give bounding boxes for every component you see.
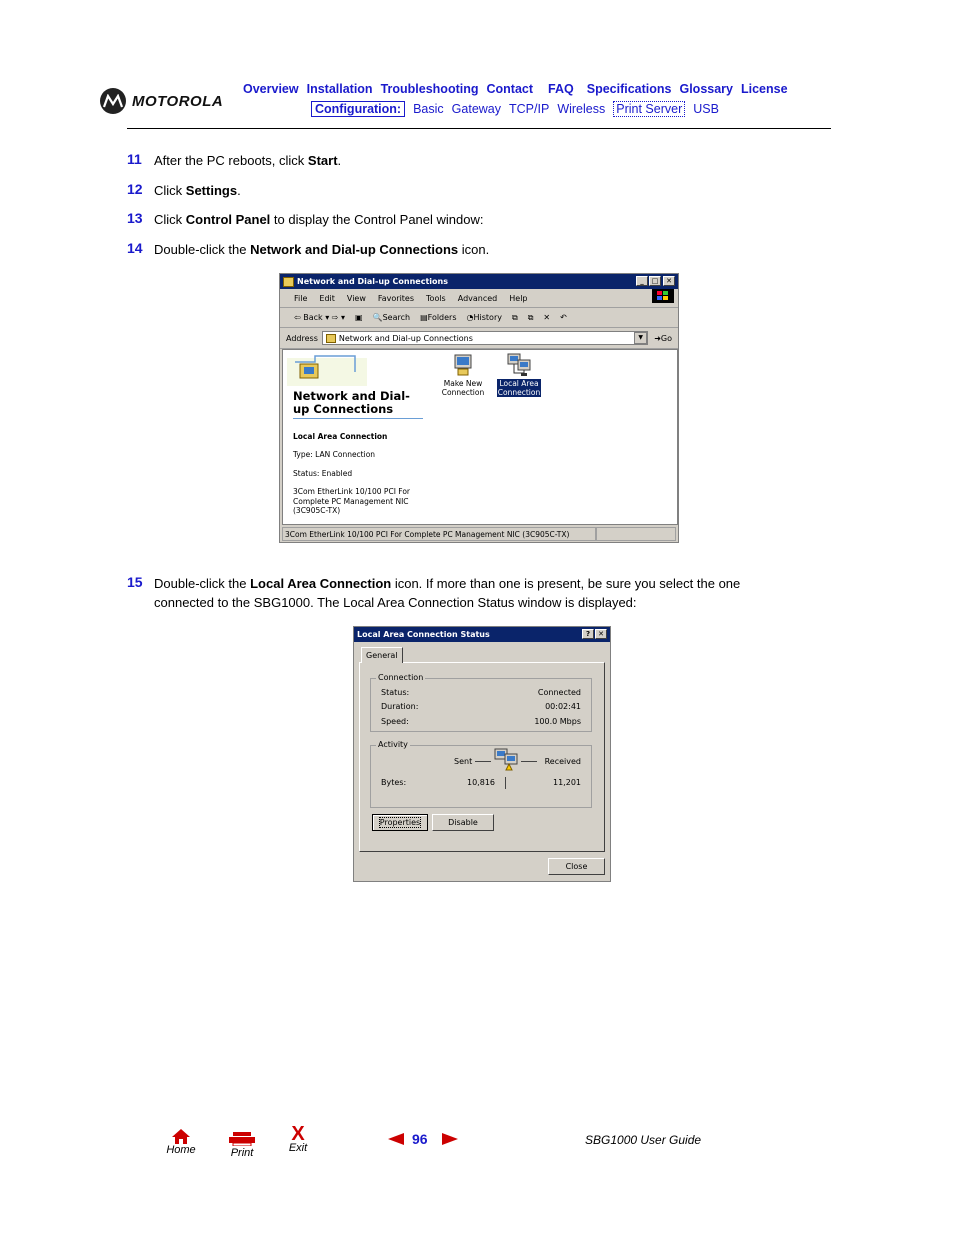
duration-value: 00:02:41 (545, 702, 581, 711)
nav-configuration[interactable]: Configuration: (311, 101, 405, 117)
group-label: Activity (378, 740, 408, 749)
step-text-part: . (337, 153, 342, 168)
icon-label-line2: Connection (441, 388, 485, 397)
step-emphasis: Settings (185, 183, 238, 198)
page-number: 96 (412, 1131, 428, 1147)
network-connections-window (279, 273, 679, 543)
step-text (154, 210, 804, 229)
nav-license[interactable]: License (741, 82, 788, 96)
dropdown-icon[interactable]: ▼ (634, 332, 647, 344)
bytes-divider (505, 777, 506, 789)
guide-title: SBG1000 User Guide (585, 1133, 702, 1147)
bytes-label: Bytes: (381, 778, 407, 787)
nic-line: (3C905C-TX) (293, 506, 341, 515)
group-label: Connection (378, 673, 424, 682)
step-emphasis: Control Panel (185, 212, 271, 227)
address-bar (280, 328, 678, 349)
step-number: 12 (127, 181, 143, 197)
window-titlebar (280, 274, 678, 289)
print-label: Print (230, 1147, 254, 1159)
nav-top (243, 82, 796, 96)
status-value: Connected (537, 688, 581, 697)
icon-label-line1: Local Area (499, 379, 539, 388)
step-text-part: icon. If more than one is present, be sure you select the one connected to the SBG1000. The Local Area Connection Status window is displayed: (154, 576, 741, 610)
step-text-part: Double-click the (154, 576, 251, 591)
bytes-sent-value: 10,816 (467, 778, 495, 787)
nav-overview[interactable]: Overview (243, 82, 299, 96)
menu-advanced[interactable]: Advanced (457, 293, 498, 303)
network-folder-icon (326, 334, 336, 343)
nav-specifications[interactable]: Specifications (586, 82, 672, 96)
make-new-connection-icon (452, 353, 474, 377)
tab-panel (359, 662, 605, 852)
menu-bar (280, 289, 678, 308)
status-label: Status: (381, 688, 410, 697)
search-label: Search (382, 313, 411, 322)
selected-name: Local Area Connection (293, 432, 388, 441)
folders-label: Folders (427, 313, 457, 322)
step-number: 15 (127, 574, 143, 590)
icon-label-line2: Connection (497, 388, 541, 397)
make-new-connection-item[interactable] (433, 353, 493, 397)
exit-icon: X (291, 1123, 305, 1145)
step-number: 14 (127, 240, 143, 256)
copy-to-icon[interactable]: ⧉ (527, 312, 534, 322)
selected-icon-label (497, 379, 541, 397)
activity-group (370, 740, 592, 808)
tool-bar (280, 308, 678, 328)
nav-installation[interactable]: Installation (306, 82, 373, 96)
folder-icon (283, 277, 294, 287)
up-folder-icon[interactable]: ▣ (355, 313, 363, 322)
step-text-part: icon. (458, 242, 490, 257)
nav-glossary[interactable]: Glossary (679, 82, 733, 96)
address-input[interactable] (322, 331, 648, 345)
step-text-part: . (237, 183, 241, 198)
step-text (154, 151, 804, 170)
address-value: Network and Dial-up Connections (338, 333, 473, 343)
go-label: Go (660, 333, 672, 343)
bytes-received-value: 11,201 (553, 778, 581, 787)
panel-title (293, 390, 410, 416)
next-page-icon[interactable] (442, 1133, 458, 1145)
step-text-part: Double-click the (154, 242, 251, 257)
close-button[interactable] (548, 858, 605, 875)
step-emphasis: Network and Dial-up Connections (250, 242, 459, 257)
duration-label: Duration: (381, 702, 419, 711)
disable-label: Disable (448, 818, 478, 827)
step-emphasis: Start (307, 153, 338, 168)
received-label: Received (544, 757, 581, 766)
tab-label: General (366, 651, 398, 660)
network-activity-icon (493, 748, 519, 772)
nav-basic[interactable]: Basic (413, 102, 444, 116)
close-icon[interactable]: ✕ (595, 629, 607, 639)
minimize-icon[interactable]: _ (636, 276, 648, 286)
step-text-part: Click (154, 212, 186, 227)
step-text (154, 181, 804, 200)
history-label: History (473, 313, 502, 322)
history-button[interactable]: ◔History (466, 313, 502, 322)
step-number: 11 (127, 151, 142, 167)
nav-contact[interactable]: Contact (486, 82, 534, 96)
back-label: Back (303, 313, 323, 322)
sent-line (475, 761, 491, 762)
header-divider (127, 128, 831, 129)
nic-line: 3Com EtherLink 10/100 PCI For (293, 487, 411, 496)
step-text (154, 574, 794, 612)
go-button[interactable]: ➜Go (654, 333, 672, 343)
received-line (521, 761, 537, 762)
connection-type: Type: LAN Connection (293, 450, 376, 459)
content-pane (282, 349, 678, 525)
home-icon (171, 1128, 191, 1145)
nav-gateway[interactable]: Gateway (451, 102, 502, 116)
properties-button[interactable] (372, 814, 428, 831)
local-area-connection-icon (506, 353, 532, 377)
exit-label: Exit (288, 1142, 308, 1154)
window-title: Network and Dial-up Connections (297, 277, 448, 286)
status-bar (282, 527, 596, 541)
menu-edit[interactable]: Edit (319, 293, 335, 303)
close-label: Close (565, 862, 588, 871)
menu-tools[interactable]: Tools (426, 293, 446, 303)
nic-line: Complete PC Management NIC (293, 496, 409, 506)
panel-title-line2: up Connections (293, 402, 394, 416)
address-label: Address (286, 333, 318, 343)
step-text-part: After the PC reboots, click (154, 153, 308, 168)
nic-description (293, 487, 410, 516)
menu-favorites[interactable]: Favorites (377, 293, 415, 303)
tab-general[interactable] (361, 647, 403, 663)
undo-icon[interactable]: ↶ (560, 313, 567, 322)
step-text (154, 240, 804, 259)
lan-status-window (353, 626, 611, 882)
network-banner-icon (285, 352, 375, 388)
maximize-icon[interactable]: □ (649, 276, 661, 286)
nav-usb[interactable]: USB (693, 102, 719, 116)
delete-icon[interactable]: ✕ (543, 313, 551, 322)
step-emphasis: Local Area Connection (250, 576, 392, 591)
motorola-logo (100, 88, 223, 114)
brand-name: MOTOROLA (132, 92, 224, 110)
menu-view[interactable]: View (346, 293, 366, 303)
previous-page-icon[interactable] (388, 1133, 404, 1145)
exit-link[interactable] (286, 1124, 310, 1154)
print-icon (228, 1132, 256, 1146)
status-text: 3Com EtherLink 10/100 PCI For Complete PC Management NIC (3C905C-TX) (285, 529, 570, 539)
local-area-connection-item[interactable] (497, 353, 541, 397)
menu-file[interactable]: File (294, 293, 308, 303)
menu-help[interactable]: Help (509, 293, 528, 303)
nav-tcpip[interactable]: TCP/IP (509, 102, 550, 116)
step-text-part: Click (154, 183, 186, 198)
step-text-part: to display the Control Panel window: (270, 212, 484, 227)
step-number: 13 (127, 210, 143, 226)
speed-value: 100.0 Mbps (534, 717, 581, 726)
nav-sub (311, 101, 727, 117)
windows-logo-icon (652, 289, 674, 303)
nav-troubleshooting[interactable]: Troubleshooting (380, 82, 479, 96)
status-bar-pane (596, 527, 676, 541)
properties-label: Properties (379, 818, 421, 827)
nav-faq[interactable]: FAQ (548, 82, 574, 96)
close-icon[interactable]: ✕ (663, 276, 675, 286)
nav-print-server[interactable]: Print Server (613, 101, 685, 117)
sent-label: Sent (454, 757, 473, 766)
connection-group (370, 673, 592, 732)
motorola-batwing-icon (100, 88, 126, 114)
home-link[interactable] (165, 1128, 197, 1156)
back-button[interactable]: ⇦ Back ▾ ⇨ ▾ (294, 313, 346, 322)
nav-wireless[interactable]: Wireless (557, 102, 606, 116)
icon-label-line1: Make New (443, 379, 483, 388)
folders-button[interactable]: ▤Folders (420, 313, 457, 322)
window-titlebar (354, 627, 610, 642)
move-to-icon[interactable]: ⧉ (511, 312, 518, 322)
panel-divider (293, 418, 423, 419)
search-button[interactable]: 🔍Search (372, 313, 411, 322)
disable-button[interactable] (432, 814, 494, 831)
panel-title-line1: Network and Dial- (293, 389, 410, 403)
page-navigation (388, 1131, 458, 1147)
print-link[interactable] (227, 1132, 257, 1159)
speed-label: Speed: (381, 717, 409, 726)
window-title: Local Area Connection Status (357, 630, 490, 639)
help-icon[interactable]: ? (582, 629, 594, 639)
connection-status: Status: Enabled (293, 469, 353, 478)
home-label: Home (166, 1144, 196, 1156)
